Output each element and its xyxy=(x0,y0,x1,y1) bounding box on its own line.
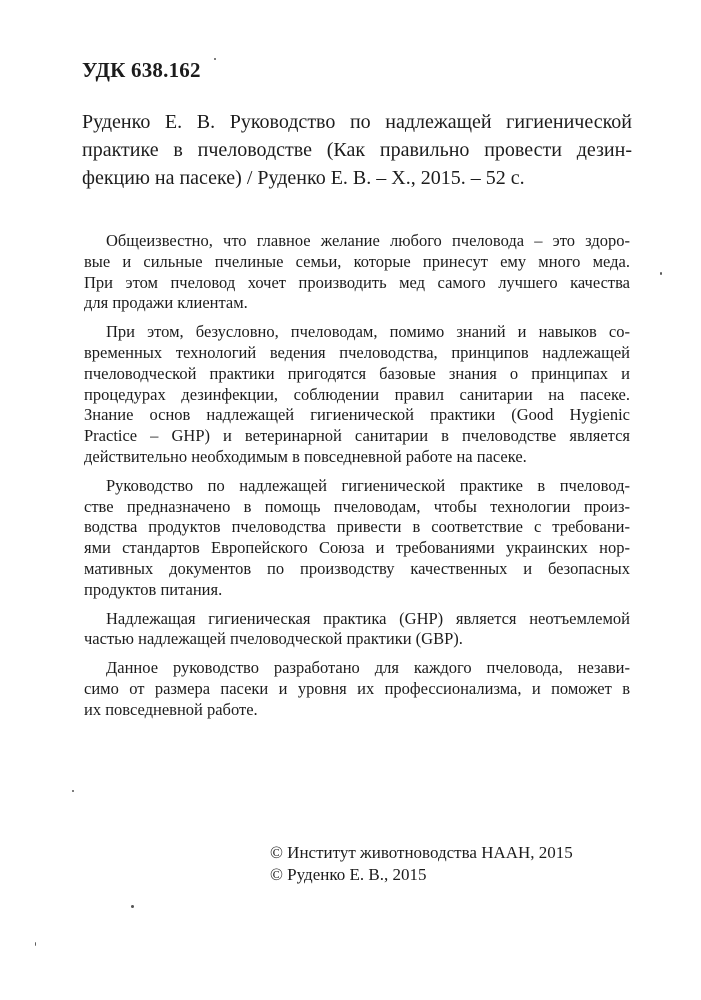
abstract-paragraph xyxy=(84,658,630,720)
text-line: Знание основ надлежащей гигиенической практики (Good Hygienic xyxy=(84,405,630,425)
text-line: пчеловодческой практики пригодятся базовые знания о принципах и xyxy=(84,363,630,383)
text-line: При этом пчеловод хочет производить мед самого лучшего качества xyxy=(84,272,630,292)
abstract-paragraph xyxy=(84,231,630,314)
citation-line: фекцию на пасеке) / Руденко Е. В. – Х., 2015. – 52 с. xyxy=(82,167,525,189)
text-line: Руководство по надлежащей гигиенической практике в пчеловод- xyxy=(106,475,630,495)
bibliographic-citation xyxy=(82,108,632,192)
abstract-paragraph xyxy=(84,476,630,601)
abstract-paragraph xyxy=(84,609,630,651)
text-line: процедурах дезинфекции, соблюдении правил санитарии на пасеке. xyxy=(84,384,630,404)
text-line: Надлежащая гигиеническая практика (GHP) является неотъемлемой xyxy=(106,608,630,628)
scan-speck xyxy=(131,905,134,908)
text-line: симо от размера пасеки и уровня их профессионализма, и поможет в xyxy=(84,678,630,698)
text-line: для продажи клиентам. xyxy=(84,293,248,313)
text-line: Общеизвестно, что главное желание любого пчеловода – это здоро- xyxy=(106,231,630,250)
scan-speck xyxy=(214,58,216,60)
udc-code: УДК 638.162 xyxy=(82,58,201,82)
copyright-line-author: © Руденко Е. В., 2015 xyxy=(270,865,427,884)
text-line: Данное руководство разработано для каждого пчеловода, незави- xyxy=(106,658,630,678)
scan-speck xyxy=(35,942,36,946)
copyright-block xyxy=(270,842,573,886)
text-line: действительно необходимым в повседневной работе на пасеке. xyxy=(84,446,527,466)
text-line: продуктов питания. xyxy=(84,579,223,599)
text-line: водства продуктов пчеловодства привести в соответствие с требовани- xyxy=(84,517,630,537)
text-line: стве предназначено в помощь пчеловодам, чтобы технологии произ- xyxy=(84,496,630,516)
text-line: вые и сильные пчелиные семьи, которые принесут ему много меда. xyxy=(84,251,630,271)
scan-speck xyxy=(72,790,74,792)
scan-speck xyxy=(660,272,662,275)
citation-line: практике в пчеловодстве (Как правильно провести дезин- xyxy=(82,139,632,161)
text-line: ями стандартов Европейского Союза и требованиями украинских нор- xyxy=(84,538,630,558)
citation-line: Руденко Е. В. Руководство по надлежащей гигиенической xyxy=(82,111,632,133)
copyright-line-institute: © Институт животноводства НААН, 2015 xyxy=(270,843,573,862)
text-line: При этом, безусловно, пчеловодам, помимо знаний и навыков со- xyxy=(106,322,630,342)
text-line: частью надлежащей пчеловодческой практики (GBP). xyxy=(84,629,463,649)
text-line: мативных документов по производству качественных и безопасных xyxy=(84,558,630,578)
abstract-text xyxy=(84,231,630,729)
text-line: временных технологий ведения пчеловодства, принципов надлежащей xyxy=(84,342,630,362)
text-line: их повседневной работе. xyxy=(84,699,258,719)
text-line: Practice – GHP) и ветеринарной санитарии в пчеловодстве является xyxy=(84,426,630,446)
abstract-paragraph xyxy=(84,322,630,468)
